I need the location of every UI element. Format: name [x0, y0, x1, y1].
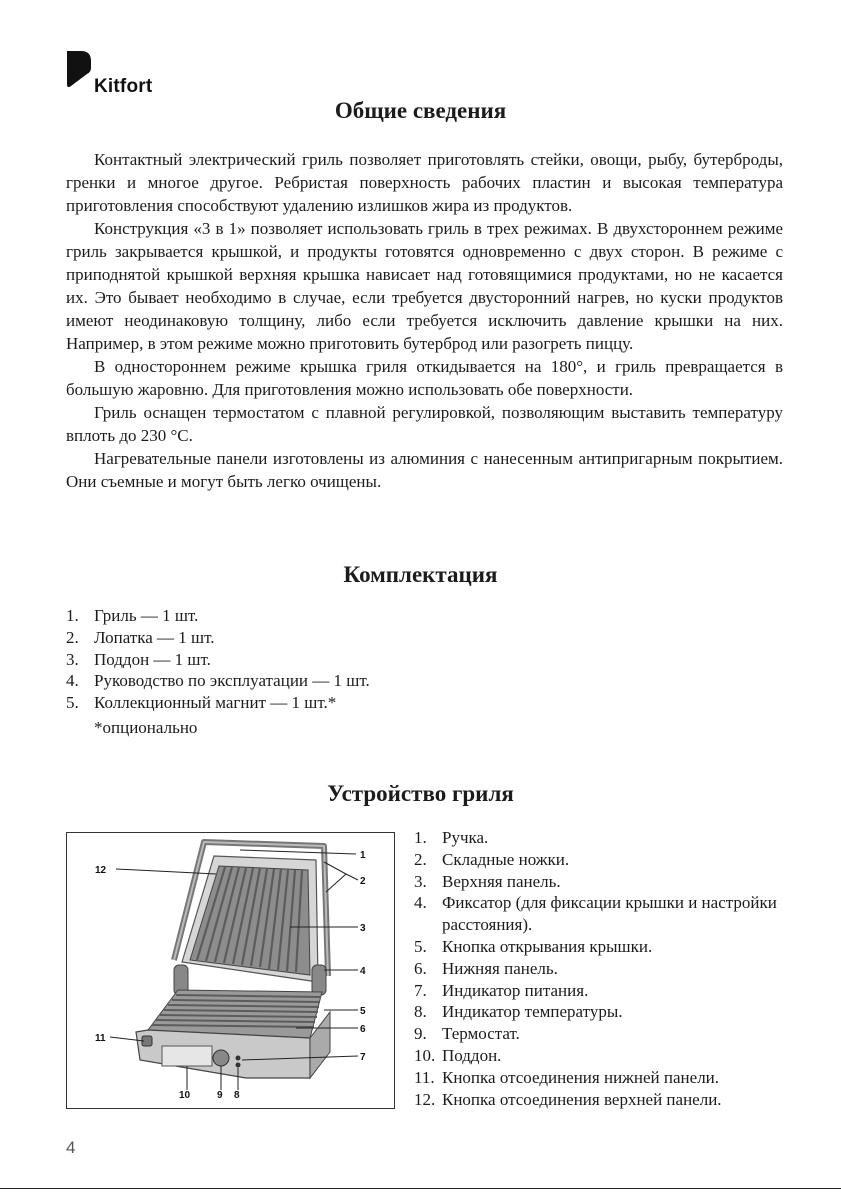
- contents-list: [66, 605, 566, 714]
- contents-section-title: Комплектация: [343, 562, 498, 587]
- item-text: Лопатка — 1 шт.: [94, 627, 215, 647]
- item-number: 6.: [414, 958, 427, 978]
- callout-number: 11: [95, 1033, 106, 1044]
- list-item: [66, 627, 566, 649]
- kitfort-logo-icon: [66, 50, 92, 92]
- item-text: Ручка.: [442, 828, 489, 847]
- item-text: Фиксатор (для фиксации крышки и настройки расстояния).: [442, 893, 777, 935]
- callout-number: 2: [360, 876, 366, 887]
- list-item: [414, 1067, 784, 1089]
- item-text: Верхняя панель.: [442, 871, 561, 891]
- item-text: Кнопка отсоединения нижней панели.: [442, 1067, 720, 1087]
- item-text: Коллекционный магнит — 1 шт.*: [94, 693, 337, 713]
- item-number: 2.: [414, 849, 427, 869]
- list-item: [414, 958, 784, 980]
- general-text: [66, 148, 783, 493]
- page-number: 4: [66, 1138, 76, 1157]
- paragraph: Гриль оснащен термостатом с плавной регулировкой, позволяющим выставить температуру вплоть до 230 °C.: [66, 403, 783, 445]
- list-item: [414, 871, 784, 893]
- callout-number: 9: [217, 1090, 223, 1101]
- item-number: 12.: [414, 1089, 436, 1109]
- list-item: [414, 980, 784, 1002]
- item-number: 3.: [414, 871, 427, 891]
- item-number: 9.: [414, 1024, 427, 1044]
- list-item: [414, 1045, 784, 1067]
- item-number: 7.: [414, 980, 427, 1000]
- list-item: [414, 849, 784, 871]
- brand-logo: [66, 50, 206, 96]
- item-number: 2.: [66, 627, 79, 647]
- list-item: [414, 827, 784, 849]
- callout-number: 8: [234, 1090, 240, 1101]
- item-text: Термостат.: [442, 1024, 520, 1044]
- list-item: [66, 692, 566, 714]
- paragraph: Нагревательные панели изготовлены из алюминия с нанесенным антипригарным покрытием. Они съемные и могут быть легко очищены.: [66, 449, 783, 491]
- list-item: [414, 1001, 784, 1023]
- item-number: 11.: [414, 1067, 435, 1087]
- list-item: [66, 670, 566, 692]
- callout-number: 6: [360, 1024, 366, 1035]
- item-text: Индикатор температуры.: [442, 1002, 623, 1022]
- item-text: Поддон — 1 шт.: [94, 649, 211, 669]
- callout-number: 5: [360, 1006, 366, 1017]
- item-text: Кнопка открывания крышки.: [442, 936, 653, 956]
- item-number: 8.: [414, 1002, 427, 1022]
- brand-name: Kitfort: [94, 76, 153, 97]
- callout-number: 10: [179, 1090, 191, 1101]
- item-number: 10.: [414, 1045, 436, 1065]
- item-number: 3.: [66, 649, 79, 669]
- item-text: Кнопка отсоединения верхней панели.: [442, 1089, 722, 1109]
- general-section-title: Общие сведения: [334, 98, 507, 123]
- item-text: Нижняя панель.: [442, 958, 558, 978]
- callout-number: 1: [360, 850, 366, 861]
- callout-number: 3: [360, 923, 366, 934]
- item-text: Поддон.: [442, 1045, 502, 1065]
- list-item: [414, 1023, 784, 1045]
- paragraph: Конструкция «3 в 1» позволяет использовать гриль в трех режимах. В двухстороннем режиме гриль закрывается крышкой, и продукты готовятся одновременно с двух сторон. В режиме с приподнятой крышкой верхняя крышка нависает над готовящимися продуктами, но не касается их. Это бывает необходимо в случае, если требуется двусторонний нагрев, но куски продуктов имеют неодинаковую толщину, либо если требуется исключить давление крышки на них. Например, в этом режиме можно приготовить бутерброд или разогреть пиццу.: [66, 219, 783, 353]
- device-parts-list: [414, 827, 784, 1110]
- grill-illustration: [66, 832, 395, 1109]
- list-item: [414, 892, 784, 936]
- item-number: 4.: [414, 893, 427, 913]
- item-number: 5.: [66, 693, 79, 713]
- item-text: Складные ножки.: [442, 849, 570, 869]
- callout-number: 12: [95, 865, 107, 876]
- bottom-divider: [0, 1188, 841, 1189]
- optional-note: *опционально: [94, 718, 198, 737]
- item-number: 1.: [66, 606, 79, 625]
- callout-number: 4: [360, 966, 366, 977]
- list-item: [414, 936, 784, 958]
- item-number: 5.: [414, 936, 427, 956]
- callout-number: 7: [360, 1052, 366, 1063]
- grill-diagram: [66, 832, 395, 1109]
- list-item: [66, 605, 566, 627]
- item-text: Гриль — 1 шт.: [94, 606, 199, 625]
- list-item: [66, 649, 566, 671]
- list-item: [414, 1089, 784, 1111]
- item-text: Индикатор питания.: [442, 980, 589, 1000]
- paragraph: Контактный электрический гриль позволяет приготовлять стейки, овощи, рыбу, бутерброды, гренки и многое другое. Ребристая поверхность рабочих пластин и высокая температура приготовления способствуют удалению излишков жира из продуктов.: [66, 150, 783, 215]
- item-number: 4.: [66, 671, 79, 691]
- paragraph: В одностороннем режиме крышка гриля откидывается на 180°, и гриль превращается в большую жаровню. Для приготовления можно использовать обе поверхности.: [66, 357, 783, 399]
- item-text: Руководство по эксплуатации — 1 шт.: [94, 671, 370, 691]
- device-section-title: Устройство гриля: [327, 781, 514, 806]
- item-number: 1.: [414, 828, 427, 847]
